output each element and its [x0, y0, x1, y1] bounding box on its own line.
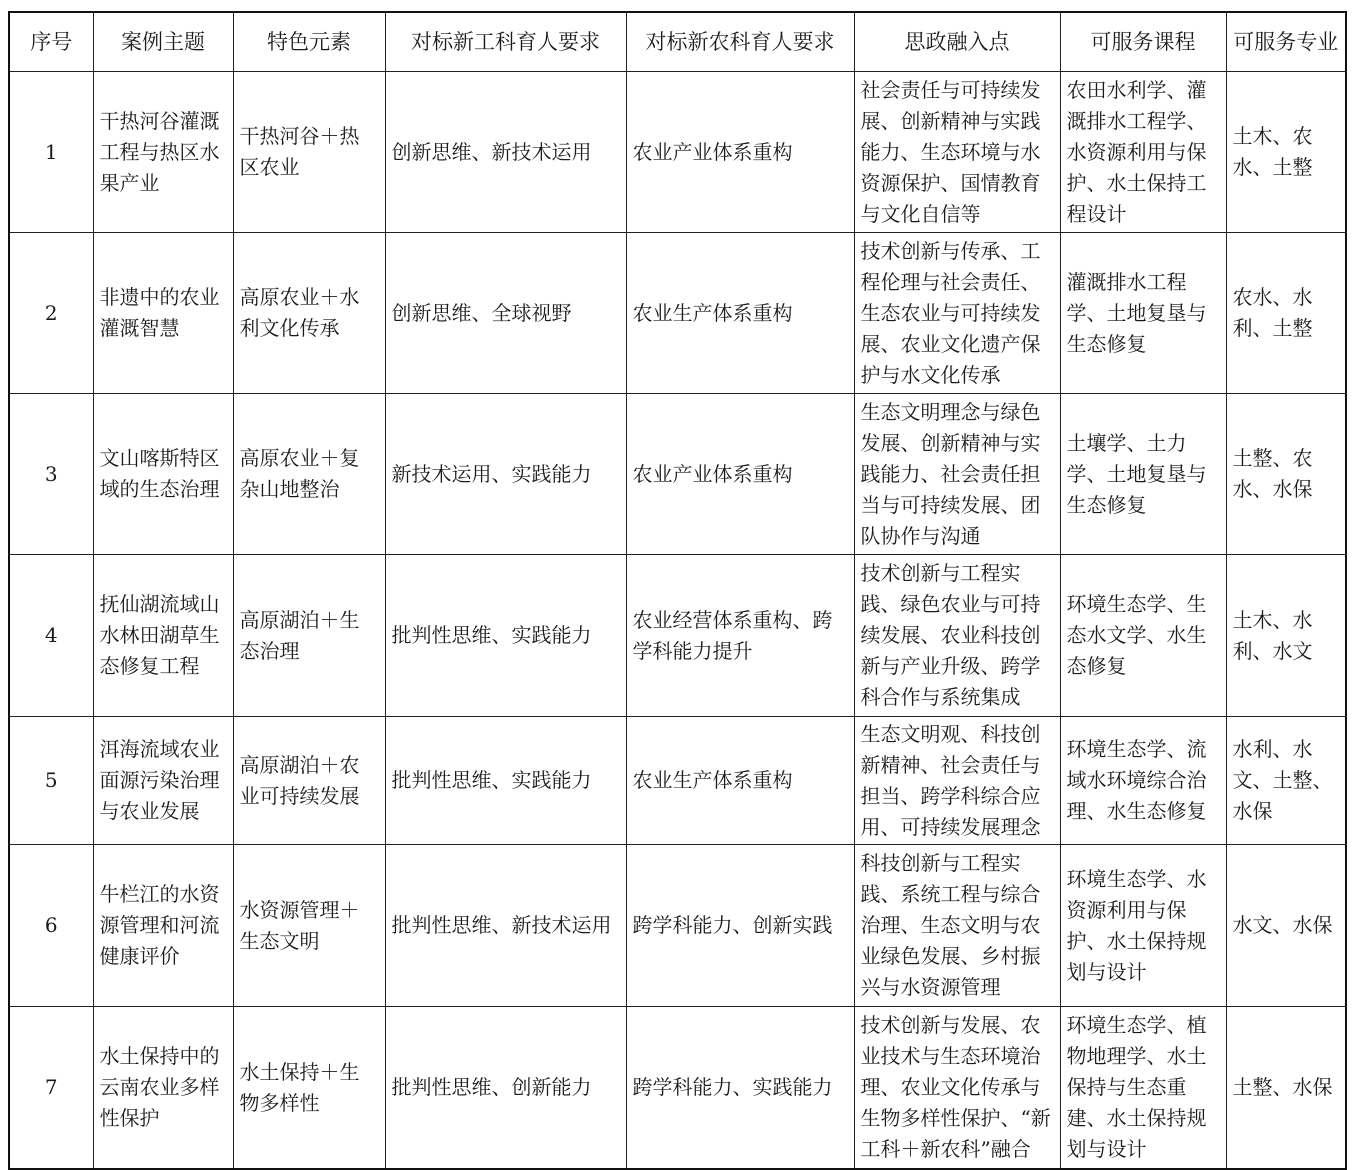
- table-row: [9, 717, 1346, 845]
- table-row: [9, 72, 1346, 233]
- cell-ideology: 生态文明理念与绿色发展、创新精神与实践能力、社会责任担当与可持续发展、团队协作与沟通: [854, 394, 1060, 555]
- cell-theme: 洱海流域农业面源污染治理与农业发展: [93, 717, 233, 845]
- cell-no: 6: [9, 845, 93, 1007]
- table-row: [9, 394, 1346, 555]
- cell-courses: 环境生态学、植物地理学、水土保持与生态重建、水土保持规划与设计: [1060, 1007, 1226, 1170]
- header-agriculture: 对标新农科育人要求: [626, 12, 854, 72]
- cell-courses: 环境生态学、流域水环境综合治理、水生态修复: [1060, 717, 1226, 845]
- cell-majors: 水利、水文、土整、水保: [1226, 717, 1346, 845]
- cell-feature: 高原湖泊＋农业可持续发展: [233, 717, 385, 845]
- cell-ideology: 生态文明观、科技创新精神、社会责任与担当、跨学科综合应用、可持续发展理念: [854, 717, 1060, 845]
- cell-engineering: 批判性思维、新技术运用: [385, 845, 626, 1007]
- cell-theme: 干热河谷灌溉工程与热区水果产业: [93, 72, 233, 233]
- cell-no: 7: [9, 1007, 93, 1170]
- cell-agriculture: 农业生产体系重构: [626, 233, 854, 394]
- cell-engineering: 创新思维、新技术运用: [385, 72, 626, 233]
- cell-courses: 环境生态学、水资源利用与保护、水土保持规划与设计: [1060, 845, 1226, 1007]
- cell-courses: 农田水利学、灌溉排水工程学、水资源利用与保护、水土保持工程设计: [1060, 72, 1226, 233]
- header-theme: 案例主题: [93, 12, 233, 72]
- cell-theme: 抚仙湖流域山水林田湖草生态修复工程: [93, 555, 233, 717]
- cell-theme: 水土保持中的云南农业多样性保护: [93, 1007, 233, 1170]
- cell-majors: 土木、水利、水文: [1226, 555, 1346, 717]
- cell-engineering: 创新思维、全球视野: [385, 233, 626, 394]
- table-row: [9, 845, 1346, 1007]
- cell-agriculture: 跨学科能力、实践能力: [626, 1007, 854, 1170]
- cell-majors: 土整、农水、水保: [1226, 394, 1346, 555]
- cell-majors: 农水、水利、土整: [1226, 233, 1346, 394]
- header-row: [9, 12, 1346, 72]
- table-row: [9, 233, 1346, 394]
- cell-theme: 牛栏江的水资源管理和河流健康评价: [93, 845, 233, 1007]
- cell-feature: 干热河谷＋热区农业: [233, 72, 385, 233]
- cell-courses: 土壤学、土力学、土地复垦与生态修复: [1060, 394, 1226, 555]
- cell-feature: 水资源管理＋生态文明: [233, 845, 385, 1007]
- cell-courses: 灌溉排水工程学、土地复垦与生态修复: [1060, 233, 1226, 394]
- cell-agriculture: 农业产业体系重构: [626, 394, 854, 555]
- cell-engineering: 新技术运用、实践能力: [385, 394, 626, 555]
- cell-ideology: 科技创新与工程实践、系统工程与综合治理、生态文明与农业绿色发展、乡村振兴与水资源管理: [854, 845, 1060, 1007]
- cell-engineering: 批判性思维、实践能力: [385, 717, 626, 845]
- cell-ideology: 技术创新与发展、农业技术与生态环境治理、农业文化传承与生物多样性保护、“新工科＋新农科”融合: [854, 1007, 1060, 1170]
- cell-no: 3: [9, 394, 93, 555]
- cell-feature: 水土保持＋生物多样性: [233, 1007, 385, 1170]
- cell-no: 4: [9, 555, 93, 717]
- cell-agriculture: 农业产业体系重构: [626, 72, 854, 233]
- cell-no: 2: [9, 233, 93, 394]
- cell-majors: 土整、水保: [1226, 1007, 1346, 1170]
- cell-majors: 土木、农水、土整: [1226, 72, 1346, 233]
- cell-majors: 水文、水保: [1226, 845, 1346, 1007]
- cell-ideology: 社会责任与可持续发展、创新精神与实践能力、生态环境与水资源保护、国情教育与文化自信等: [854, 72, 1060, 233]
- table-row: [9, 1007, 1346, 1170]
- cell-ideology: 技术创新与传承、工程伦理与社会责任、生态农业与可持续发展、农业文化遗产保护与水文化传承: [854, 233, 1060, 394]
- cell-theme: 文山喀斯特区域的生态治理: [93, 394, 233, 555]
- header-ideology: 思政融入点: [854, 12, 1060, 72]
- cell-feature: 高原农业＋复杂山地整治: [233, 394, 385, 555]
- cell-engineering: 批判性思维、实践能力: [385, 555, 626, 717]
- cell-feature: 高原湖泊＋生态治理: [233, 555, 385, 717]
- cell-courses: 环境生态学、生态水文学、水生态修复: [1060, 555, 1226, 717]
- header-engineering: 对标新工科育人要求: [385, 12, 626, 72]
- cell-agriculture: 农业经营体系重构、跨学科能力提升: [626, 555, 854, 717]
- case-table-container: [8, 11, 1345, 1170]
- cell-agriculture: 农业生产体系重构: [626, 717, 854, 845]
- cell-no: 5: [9, 717, 93, 845]
- header-feature: 特色元素: [233, 12, 385, 72]
- header-majors: 可服务专业: [1226, 12, 1346, 72]
- header-no: 序号: [9, 12, 93, 72]
- table-body: [9, 72, 1346, 1170]
- cell-theme: 非遗中的农业灌溉智慧: [93, 233, 233, 394]
- cell-agriculture: 跨学科能力、创新实践: [626, 845, 854, 1007]
- cell-feature: 高原农业＋水利文化传承: [233, 233, 385, 394]
- cell-ideology: 技术创新与工程实践、绿色农业与可持续发展、农业科技创新与产业升级、跨学科合作与系统集成: [854, 555, 1060, 717]
- table-header: [9, 12, 1346, 72]
- cell-no: 1: [9, 72, 93, 233]
- case-table: [8, 11, 1347, 1170]
- table-row: [9, 555, 1346, 717]
- cell-engineering: 批判性思维、创新能力: [385, 1007, 626, 1170]
- header-courses: 可服务课程: [1060, 12, 1226, 72]
